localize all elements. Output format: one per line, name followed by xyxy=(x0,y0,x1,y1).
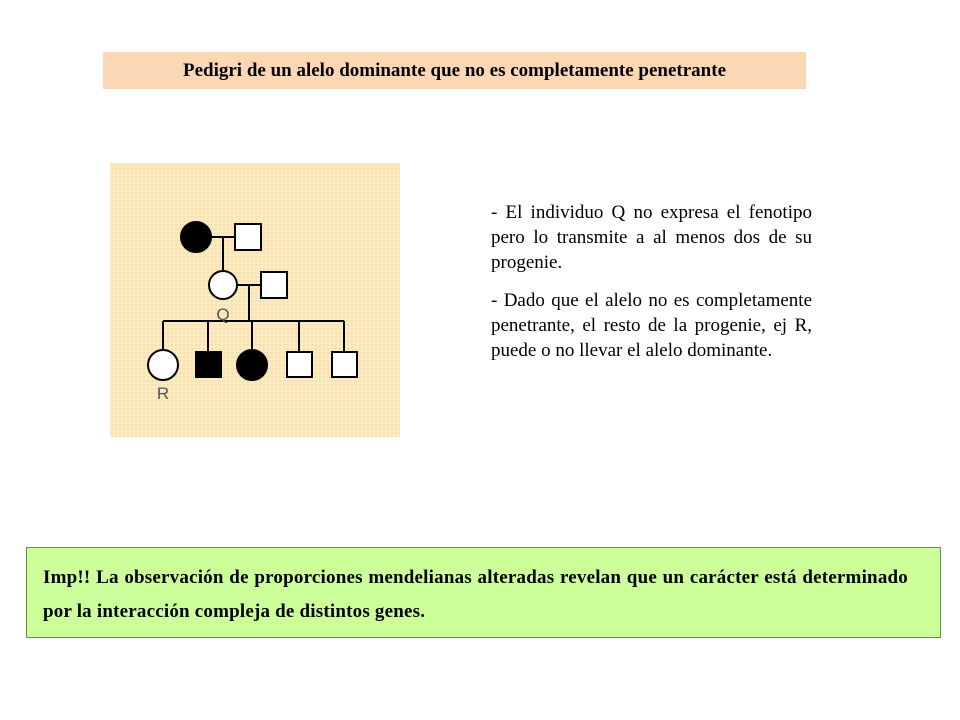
note-item-r: - Dado que el alelo no es completamente penetrante, el resto de la progenie, ej R, puede o no llevar el alelo dominante. xyxy=(491,290,812,361)
slide-title: Pedigri de un alelo dominante que no es completamente penetrante xyxy=(103,52,806,89)
note-item-q: - El individuo Q no expresa el fenotipo pero lo transmite a al menos dos de su progenie. xyxy=(491,202,812,273)
pedigree-svg xyxy=(110,163,400,437)
unaffected-female-q-symbol xyxy=(209,271,237,299)
label-q: Q xyxy=(216,305,230,324)
affected-female-symbol xyxy=(181,222,211,252)
unaffected-male-symbol xyxy=(261,272,287,298)
unaffected-male-symbol xyxy=(287,352,312,377)
explanation-notes xyxy=(491,200,812,376)
unaffected-male-symbol xyxy=(332,352,357,377)
important-note: Imp!! La observación de proporciones mendelianas alteradas revelan que un carácter está determinado por la interacción compleja de distintos genes. xyxy=(26,547,941,638)
affected-male-symbol xyxy=(196,352,221,377)
unaffected-female-r-symbol xyxy=(148,350,178,380)
label-r: R xyxy=(156,384,170,403)
pedigree-chart xyxy=(110,163,400,437)
affected-female-symbol xyxy=(237,350,267,380)
unaffected-male-symbol xyxy=(235,224,261,250)
